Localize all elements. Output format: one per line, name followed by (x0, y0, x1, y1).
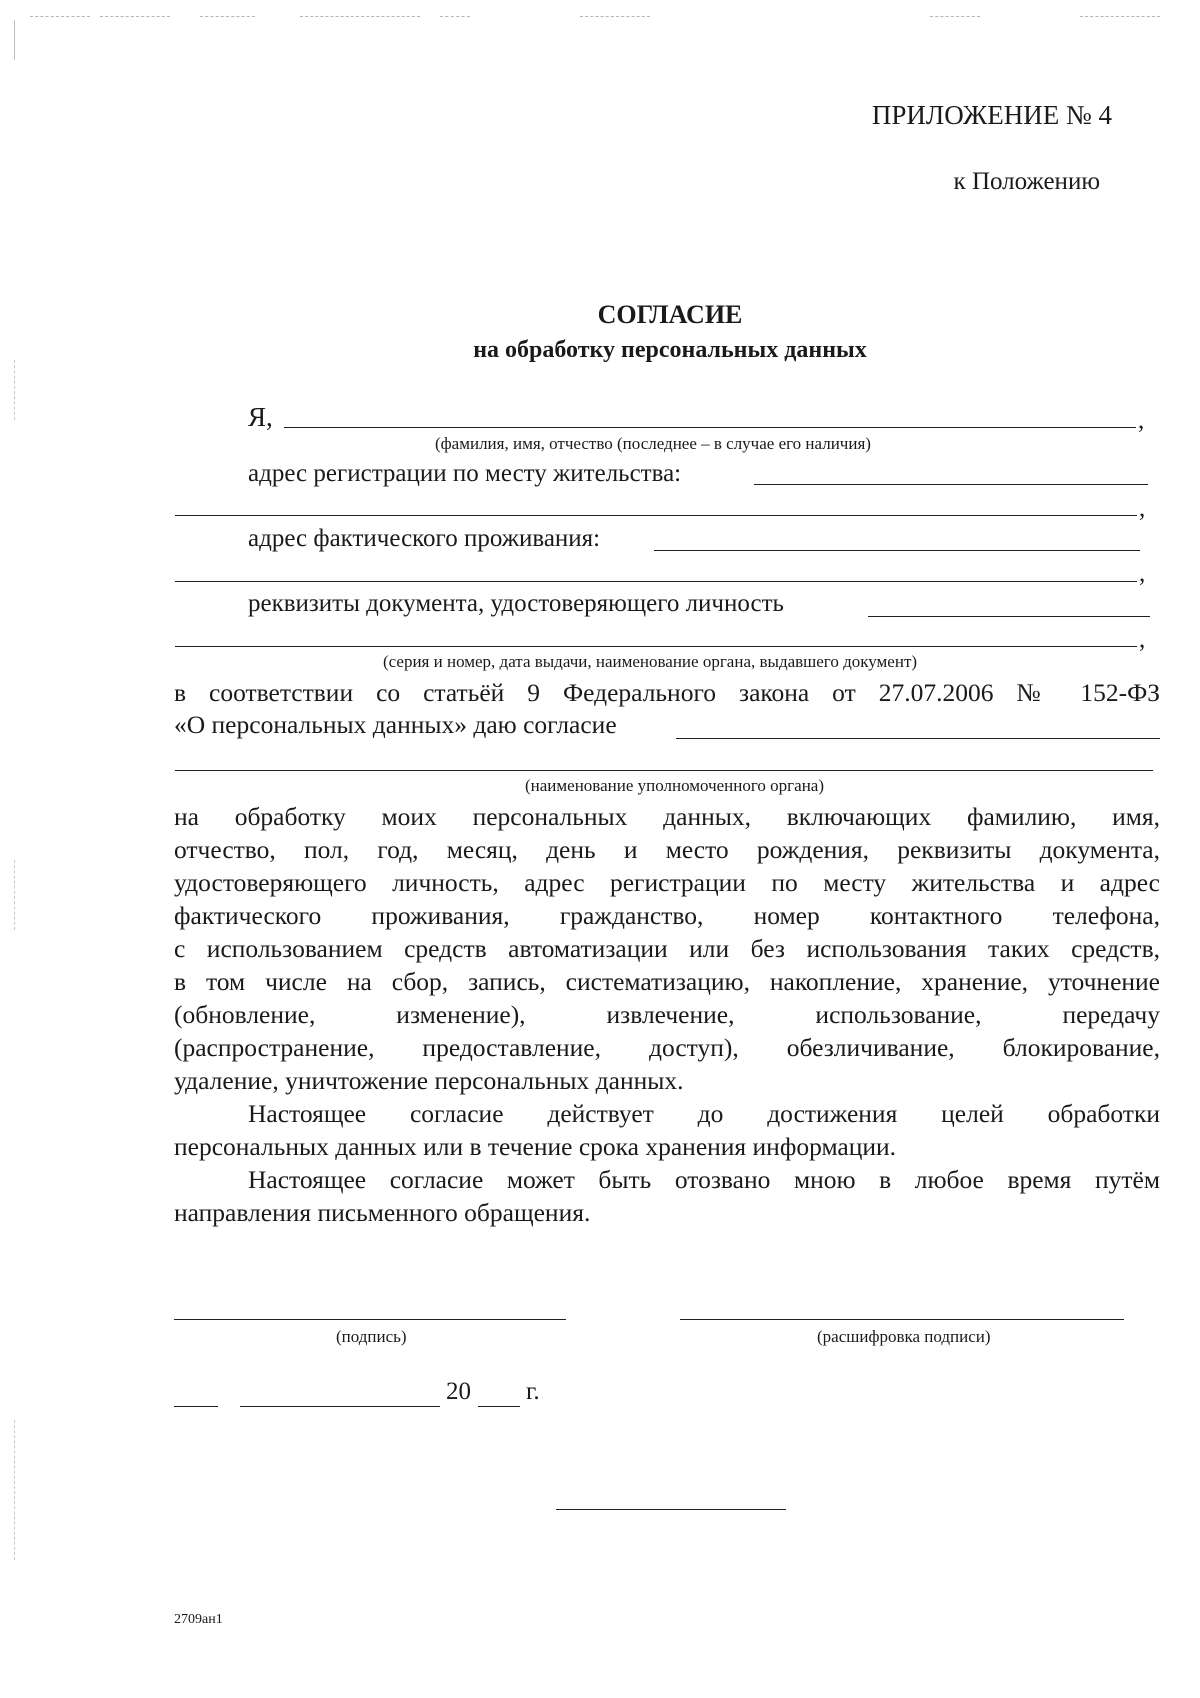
body-line: фактического проживания, гражданство, номер контактного телефона, (174, 901, 1160, 930)
date-day-field[interactable] (174, 1406, 218, 1407)
blank-line (556, 1509, 786, 1510)
regulation-reference: к Положению (953, 168, 1100, 195)
i-label: Я, (248, 402, 273, 432)
fio-caption: (фамилия, имя, отчество (последнее – в случае его наличия) (435, 434, 871, 453)
body-line: на обработку моих персональных данных, включающих фамилию, имя, (174, 802, 1160, 831)
id-document-field-line2[interactable] (175, 646, 1137, 647)
fio-comma: , (1138, 407, 1145, 434)
scan-dash (200, 16, 255, 17)
scan-dash (580, 16, 650, 17)
revoke-line-2: направления письменного обращения. (174, 1198, 591, 1227)
body-line: (распространение, предоставление, доступ), обезличивание, блокирование, (174, 1033, 1160, 1062)
body-line: удостоверяющего личность, адрес регистрации по месту жительства и адрес (174, 868, 1160, 897)
document-code: 2709ан1 (174, 1612, 223, 1627)
actual-address-field-line2[interactable] (175, 581, 1137, 582)
revoke-line-1: Настоящее согласие может быть отозвано мною в любое время путём (248, 1165, 1160, 1194)
appendix-number: ПРИЛОЖЕНИЕ № 4 (871, 100, 1112, 130)
scan-edge (14, 20, 15, 60)
signature-field[interactable] (174, 1319, 566, 1320)
date-year-prefix: 20 (446, 1378, 471, 1405)
scan-edge (14, 1420, 15, 1560)
id-document-field[interactable] (868, 616, 1150, 617)
reg-address-field-line2[interactable] (175, 515, 1137, 516)
scan-dash (100, 16, 170, 17)
body-last-line: удаление, уничтожение персональных данных. (174, 1066, 684, 1095)
validity-line-1: Настоящее согласие действует до достижения целей обработки (248, 1099, 1160, 1128)
scan-dash (930, 16, 980, 17)
document-subtitle: на обработку персональных данных (473, 337, 867, 363)
date-month-field[interactable] (240, 1406, 440, 1407)
reg-address-comma: , (1139, 495, 1146, 522)
fio-field[interactable] (284, 427, 1136, 428)
body-line: в том числе на сбор, запись, систематизацию, накопление, хранение, уточнение (174, 967, 1160, 996)
body-line: с использованием средств автоматизации или без использования таких средств, (174, 934, 1160, 963)
date-year-field[interactable] (478, 1406, 520, 1407)
reg-address-field[interactable] (754, 484, 1148, 485)
organ-field[interactable] (676, 738, 1160, 739)
scan-edge (14, 360, 15, 420)
organ-field-line2[interactable] (175, 770, 1153, 771)
signature-decode-caption: (расшифровка подписи) (817, 1327, 991, 1346)
id-document-label: реквизиты документа, удостоверяющего личность (248, 590, 784, 617)
scan-dash (300, 16, 420, 17)
body-line: отчество, пол, год, месяц, день и место рождения, реквизиты документа, (174, 835, 1160, 864)
signature-decode-field[interactable] (680, 1319, 1124, 1320)
reg-address-label: адрес регистрации по месту жительства: (248, 460, 682, 487)
actual-address-comma: , (1139, 560, 1146, 587)
date-year-suffix: г. (526, 1378, 540, 1405)
consent-label: «О персональных данных» даю согласие (174, 710, 617, 739)
scan-edge (14, 860, 15, 930)
signature-caption: (подпись) (336, 1327, 407, 1346)
law-reference-line: в соответствии со статьёй 9 Федерального закона от 27.07.2006 № 152-ФЗ (174, 678, 1160, 707)
document-title: СОГЛАСИЕ (597, 300, 743, 329)
id-document-comma: , (1139, 626, 1146, 653)
scan-dash (30, 16, 90, 17)
scan-dash (1080, 16, 1160, 17)
scan-dash (440, 16, 470, 17)
validity-line-2: персональных данных или в течение срока хранения информации. (174, 1132, 897, 1161)
body-line: (обновление, изменение), извлечение, использование, передачу (174, 1000, 1160, 1029)
id-document-caption: (серия и номер, дата выдачи, наименование органа, выдавшего документ) (383, 652, 918, 671)
organ-caption: (наименование уполномоченного органа) (525, 776, 825, 795)
actual-address-field[interactable] (654, 550, 1140, 551)
actual-address-label: адрес фактического проживания: (248, 525, 601, 552)
